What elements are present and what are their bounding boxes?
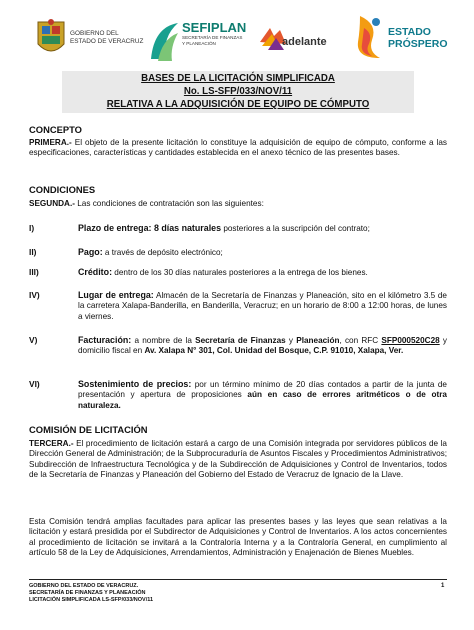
item-text: a nombre de la bbox=[131, 336, 196, 345]
tercera-paragraph bbox=[29, 439, 447, 480]
prospero-flame-icon bbox=[352, 14, 384, 60]
item-label: Facturación: bbox=[78, 335, 132, 345]
title-line3: RELATIVA A LA ADQUISICIÓN DE EQUIPO DE CÓMPUTO bbox=[106, 99, 370, 110]
footer-line2: SECRETARÍA DE FINANZAS Y PLANEACIÓN bbox=[29, 590, 146, 596]
sefiplan-logo bbox=[148, 17, 258, 67]
rfc-value: SFP000520C28 bbox=[381, 336, 440, 345]
footer-rule bbox=[29, 579, 447, 580]
prospero-line2: PRÓSPERO bbox=[388, 38, 448, 50]
primera-text: El objeto de la presente licitación lo constituye la adquisición de equipo de cómputo, conforme a las especificaciones, características y cantidades establecida en el anexo técnico de las presentes bases. bbox=[29, 138, 447, 158]
item-number: IV) bbox=[29, 290, 40, 300]
tercera-text: El procedimiento de licitación estará a cargo de una Comisión integrada por servidores públicos de la Dirección General de Administración; de la Subprocuraduría de Asuntos Fiscales y Procedimientos Administrativos; Subdirección de Infraestructura Tecnológica y de la Subdirección de Adquisiciones y Control de Inventarios, todos de la Secretaría de Finanzas y Planeación del Gobierno del Estado de Veracruz de Ignacio de la Llave. bbox=[29, 439, 447, 479]
item-highlight: aún en caso de errores aritméticos o de otra naturaleza. bbox=[78, 390, 447, 410]
item-label: Crédito: bbox=[78, 267, 113, 277]
item-label: Lugar de entrega: bbox=[78, 290, 154, 300]
item-label: Pago: bbox=[78, 247, 103, 257]
item-text: y domicilio fiscal en bbox=[78, 336, 447, 356]
footer-line1: GOBIERNO DEL ESTADO DE VERACRUZ. bbox=[29, 583, 139, 589]
footer bbox=[29, 583, 329, 604]
veracruz-line2: ESTADO DE VERACRUZ bbox=[70, 38, 144, 45]
tercera-lead: TERCERA.- bbox=[29, 439, 74, 448]
item-bold: Secretaría de Finanzas bbox=[195, 336, 286, 345]
item-number: VI) bbox=[29, 379, 40, 389]
estado-prospero-logo bbox=[352, 14, 452, 62]
adelante-logo bbox=[258, 24, 338, 56]
item-number: III) bbox=[29, 267, 39, 277]
item-highlight: 8 días naturales bbox=[151, 223, 222, 233]
item-text: por un término mínimo de 20 días contados a partir de la junta de presentación y apertura de proposiciones bbox=[78, 380, 447, 400]
segunda-lead: SEGUNDA.- bbox=[29, 199, 75, 208]
item-text: y bbox=[285, 336, 297, 345]
item-text: , con RFC bbox=[339, 336, 382, 345]
item-number: II) bbox=[29, 247, 37, 257]
item-text: dentro de los 30 días naturales posteriores a la entrega de los bienes. bbox=[112, 268, 368, 277]
item-number: V) bbox=[29, 335, 38, 345]
item-number: I) bbox=[29, 223, 35, 233]
fiscal-address: Av. Xalapa N° 301, Col. Unidad del Bosque, C.P. 91010, Xalapa, Ver. bbox=[144, 346, 404, 356]
item-bold: Planeación bbox=[296, 336, 340, 345]
header-logos bbox=[0, 0, 474, 74]
veracruz-line1: GOBIERNO DEL bbox=[70, 30, 119, 37]
comision-heading: COMISIÓN DE LICITACIÓN bbox=[29, 424, 148, 435]
page-number: 1 bbox=[441, 583, 445, 589]
item-text: posteriores a la suscripción del contrato; bbox=[221, 224, 370, 233]
prospero-line1: ESTADO bbox=[388, 26, 431, 38]
segunda-text: Las condiciones de contratación son las siguientes: bbox=[74, 199, 264, 208]
item-text: Almacén de la Secretaría de Finanzas y Planeación, sito en el kilómetro 3.5 de la carretera Xalapa-Banderilla, en Banderilla, Veracruz; en un horario de 8:00 a 12:00 horas, de lunes a viernes. bbox=[78, 291, 447, 321]
condiciones-heading: CONDICIONES bbox=[29, 184, 96, 195]
title-line1: BASES DE LA LICITACIÓN SIMPLIFICADA bbox=[141, 73, 335, 84]
item-label: Sostenimiento de precios: bbox=[78, 379, 192, 389]
sefiplan-sub2: Y PLANEACIÓN bbox=[182, 41, 216, 46]
sefiplan-sub1: SECRETARÍA DE FINANZAS bbox=[182, 35, 243, 40]
item-label: Plazo de entrega: bbox=[78, 223, 152, 233]
sefiplan-emblem-icon bbox=[148, 19, 182, 65]
title-line2: No. LS-SFP/033/NOV/11 bbox=[183, 86, 293, 97]
item-text: a través de depósito electrónico; bbox=[102, 248, 223, 257]
comision-paragraph-2: Esta Comisión tendrá amplias facultades para aplicar las presentes bases y las leyes que sean relativas a la licitación y estará presidida por el Subdirector de Adquisiciones y Control de Inventarios. A los actos concernientes al procedimiento de licitación se invitará a la Contraloría Interna y a la Contraloría General, en cumplimiento al artículo 58 de la Ley de Adquisiciones, Arrendamientos, Administración y Enajenación de Bienes Muebles. bbox=[29, 517, 447, 557]
sefiplan-name: SEFIPLAN bbox=[182, 20, 247, 35]
adelante-name: adelante bbox=[282, 36, 327, 48]
primera-lead: PRIMERA.- bbox=[29, 138, 72, 147]
segunda-paragraph bbox=[29, 199, 447, 209]
footer-line3: LICITACIÓN SIMPLIFICADA LS-SFP/033/NOV/11 bbox=[29, 597, 154, 603]
concepto-heading: CONCEPTO bbox=[29, 124, 82, 135]
primera-paragraph bbox=[29, 138, 447, 159]
